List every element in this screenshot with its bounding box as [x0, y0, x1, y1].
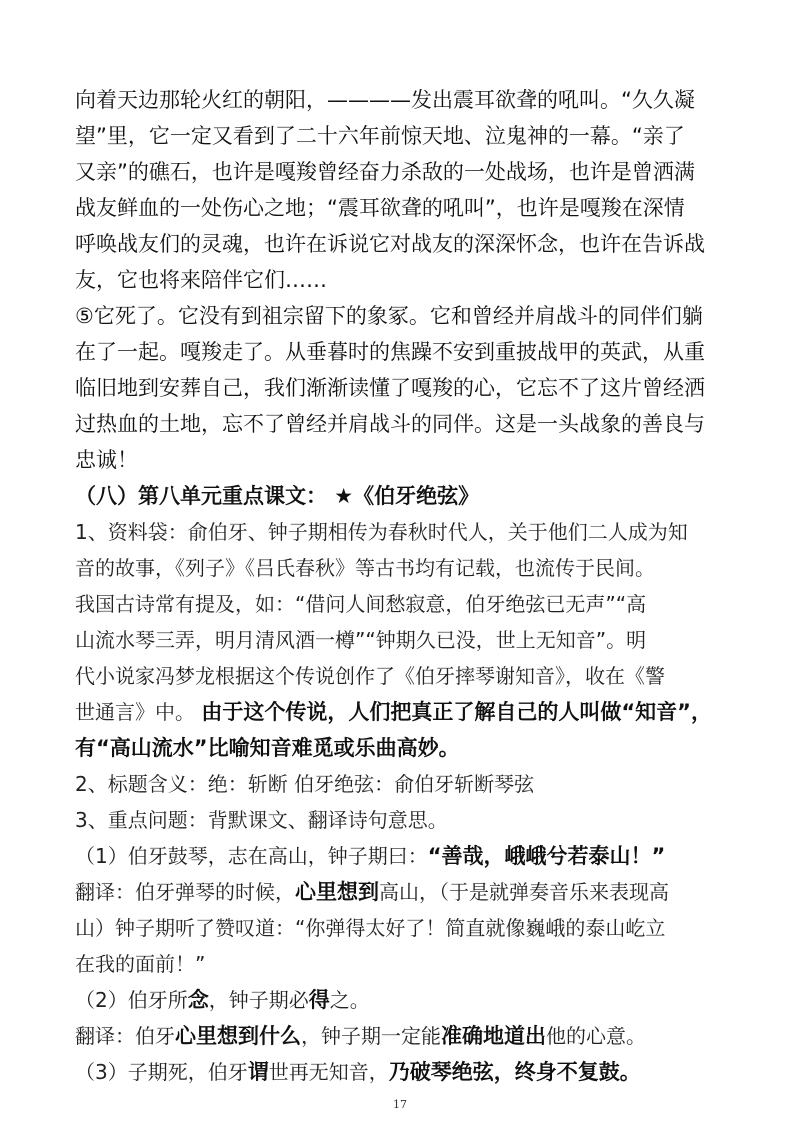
question-3-bold: 谓: [247, 1060, 269, 1084]
material-line: 我国古诗常有提及，如：“借问人间愁寂意，伯牙绝弦已无声”“高: [75, 592, 647, 616]
translation-2-part: 翻译：伯牙: [75, 1024, 175, 1048]
passage-line: 临旧地到安葬自己，我们渐渐读懂了嘎羧的心，它忘不了这片曾经洒: [75, 376, 705, 400]
material-tail-bold: 由于这个传说，人们把真正了解自己的人叫做“知音”，: [201, 700, 712, 724]
question-3-part: 世再无知音，: [268, 1060, 389, 1084]
material-line-mixed: [75, 697, 735, 727]
page-number: 17: [393, 1098, 407, 1111]
question-2: [75, 985, 735, 1015]
translation-2-bold: 准确地道出: [441, 1024, 546, 1048]
translation-1-line3: 在我的面前！”: [75, 952, 206, 976]
title-meaning: 2、标题含义：绝：斩断 伯牙绝弦：俞伯牙斩断琴弦: [75, 772, 535, 796]
question-1-bold: “善哉，峨峨兮若泰山！”: [427, 844, 666, 868]
passage-line: 又亲”的礁石，也许是嘎羧曾经奋力杀敌的一处战场，也许是曾洒满: [75, 160, 695, 184]
question-2-part: （2）伯牙所: [75, 988, 188, 1012]
question-1: [75, 841, 735, 871]
material-line: 音的故事，《列子》《吕氏春秋》等古书均有记载，也流传于民间。: [75, 556, 655, 580]
passage-line: 在了一起。嘎羧走了。从垂暮时的焦躁不安到重披战甲的英武，从重: [75, 340, 705, 364]
material-line: 代小说家冯梦龙根据这个传说创作了《伯牙摔琴谢知音》，收在《警: [75, 664, 665, 688]
question-2-bold: 得: [308, 988, 330, 1012]
question-3: [75, 1057, 735, 1087]
passage-line: 战友鲜血的一处伤心之地；“震耳欲聋的吼叫”，也许是嘎羧在深情: [75, 196, 685, 220]
passage-line: 呼唤战友们的灵魂，也许在诉说它对战友的深深怀念，也许在告诉战: [75, 232, 705, 256]
unit8-heading: （八）第八单元重点课文： ★《伯牙绝弦》: [75, 484, 480, 508]
translation-1-line2: 山）钟子期听了赞叹道：“你弹得太好了！简直就像巍峨的泰山屹立: [75, 916, 666, 940]
passage-line: 忠诚！: [75, 448, 138, 472]
translation-1: [75, 877, 735, 907]
passage-line: 向着天边那轮火红的朝阳，————发出震耳欲聋的吼叫。“久久凝: [75, 88, 695, 112]
passage-line: 过热血的土地，忘不了曾经并肩战斗的同伴。这是一头战象的善良与: [75, 412, 705, 436]
translation-2-bold: 心里想到什么: [175, 1024, 301, 1048]
question-2-part: ，钟子期必: [208, 988, 309, 1012]
translation-1-bold: 心里想到: [295, 880, 379, 904]
key-question: 3、重点问题：背默课文、翻译诗句意思。: [75, 808, 448, 832]
translation-2-part: 他的心意。: [546, 1024, 646, 1048]
question-2-bold: 念: [187, 988, 209, 1012]
passage-line: ⑤它死了。它没有到祖宗留下的象冢。它和曾经并肩战斗的同伴们躺: [75, 304, 703, 328]
translation-2: [75, 1021, 735, 1051]
material-last-bold: 有“高山流水”比喻知音难觅或乐曲高妙。: [75, 736, 460, 760]
question-2-part: 之。: [329, 988, 370, 1012]
question-3-bold: 乃破琴绝弦，终身不复鼓。: [388, 1060, 641, 1084]
translation-2-part: ，钟子期一定能: [301, 1024, 441, 1048]
translation-1-part: 高山，（于是就弹奏音乐来表现高: [379, 880, 669, 904]
material-line: 1、资料袋：俞伯牙、钟子期相传为春秋时代人，关于他们二人成为知: [75, 520, 688, 544]
passage-line: 望”里，它一定又看到了二十六年前惊天地、泣鬼神的一幕。“亲了: [75, 124, 685, 148]
passage-line: 友，它也将来陪伴它们……: [75, 268, 327, 292]
translation-1-part: 翻译：伯牙弹琴的时候，: [75, 880, 295, 904]
material-tail-plain: 世通言》中。: [75, 700, 202, 724]
material-line: 山流水琴三弄，明月清风酒一樽”“钟期久已没，世上无知音”。明: [75, 628, 647, 652]
question-1-plain: （1）伯牙鼓琴，志在高山，钟子期曰：: [75, 844, 428, 868]
question-3-part: （3）子期死，伯牙: [75, 1060, 248, 1084]
